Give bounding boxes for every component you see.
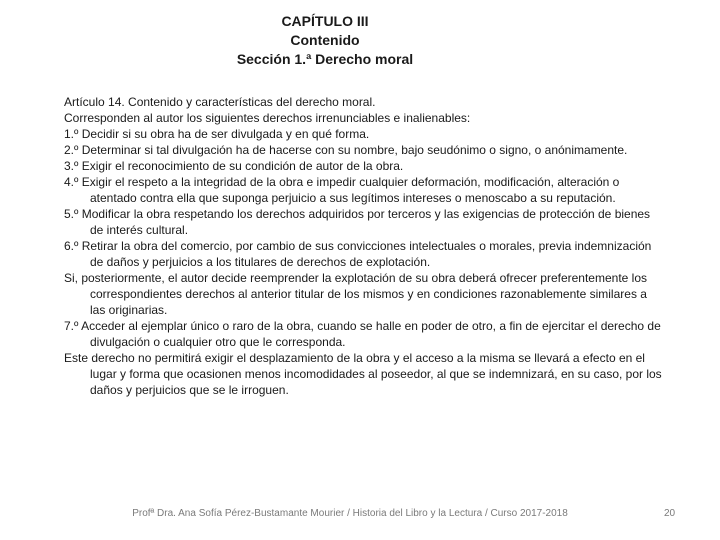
- right-item-1: 1.º Decidir si su obra ha de ser divulgada y en qué forma.: [64, 127, 370, 141]
- content-title: Contenido: [290, 32, 360, 48]
- right-item-2: 2.º Determinar si tal divulgación ha de hacerse con su nombre, bajo seudónimo o signo, o anónimamente.: [64, 143, 628, 157]
- right-item-6-note: Si, posteriormente, el autor decide reemprender la explotación de su obra deberá ofrecer preferentemente los correspondientes derechos al anterior titular de los mismos y en condiciones razonablemente similares a las originarias.: [64, 271, 648, 317]
- right-item-7: 7.º Acceder al ejemplar único o raro de la obra, cuando se halle en poder de otro, a fin de ejercitar el derecho de divulgación o cualquier otro que le corresponda.: [64, 319, 661, 349]
- article-heading: Artículo 14. Contenido y características del derecho moral.: [64, 95, 376, 109]
- right-item-7-note: Este derecho no permitirá exigir el desplazamiento de la obra y el acceso a la misma se llevará a efecto en el lugar y forma que ocasionen menos incomodidades al poseedor, al que se indemnizará, en su caso, por los daños y perjuicios que se le irroguen.: [64, 351, 662, 397]
- slide-footer: Profª Dra. Ana Sofía Pérez-Bustamante Mourier / Historia del Libro y la Lectura / Curso 2017-2018: [132, 508, 568, 519]
- right-item-6: 6.º Retirar la obra del comercio, por cambio de sus convicciones intelectuales o morales, previa indemnización de daños y perjuicios a los titulares de derechos de explotación.: [64, 239, 652, 269]
- right-item-4: 4.º Exigir el respeto a la integridad de la obra e impedir cualquier deformación, modificación, alteración o atentado contra ella que suponga perjuicio a sus legítimos intereses o menoscabo a su reputación.: [64, 175, 620, 205]
- section-title: Sección 1.ª Derecho moral: [236, 51, 414, 67]
- page-number: 20: [664, 508, 676, 519]
- article-intro: Corresponden al autor los siguientes derechos irrenunciables e inalienables:: [64, 111, 471, 125]
- right-item-3: 3.º Exigir el reconocimiento de su condición de autor de la obra.: [64, 159, 404, 173]
- article-body: [64, 94, 664, 398]
- chapter-title: CAPÍTULO III: [281, 13, 369, 29]
- slide-heading: [200, 12, 450, 69]
- right-item-5: 5.º Modificar la obra respetando los derechos adquiridos por terceros y las exigencias de protección de bienes de interés cultural.: [64, 207, 651, 237]
